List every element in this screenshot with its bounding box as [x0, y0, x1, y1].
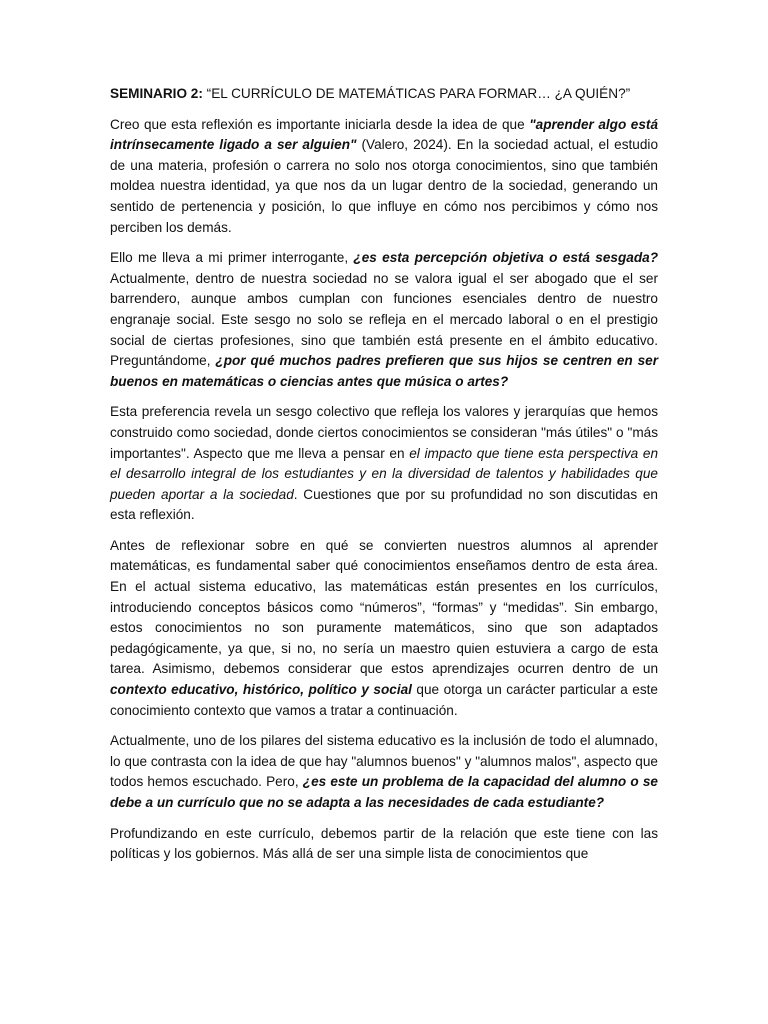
emphasis-bold-italic: ¿es este un problema de la capacidad del alumno o se debe a un currículo que no se adapta a las necesidades de cada estudiante?: [110, 774, 658, 810]
paragraph: [110, 536, 658, 721]
document-body: [110, 115, 658, 865]
emphasis-bold-italic: contexto educativo, histórico, político y social: [110, 682, 412, 698]
text-run: Esta preferencia revela un sesgo colectivo que refleja los valores y jerarquías que hemos construido como sociedad, donde ciertos conocimientos se consideran "más útiles" o "más importantes". Aspecto que me lleva a pensar en: [110, 404, 658, 461]
emphasis-bold-italic: "aprender algo está intrínsecamente ligado a ser alguien": [110, 116, 659, 153]
text-run: . Cuestiones que por su profundidad no son discutidas en esta reflexión.: [110, 486, 658, 523]
emphasis-italic: el impacto que tiene esta perspectiva en el desarrollo integral de los estudiantes y en la diversidad de talentos y habilidades que pueden aportar a la sociedad: [110, 445, 658, 502]
text-run: que otorga un carácter particular a este conocimiento contexto que vamos a tratar a continuación.: [110, 682, 658, 718]
paragraph: [110, 402, 658, 526]
paragraph: [110, 731, 658, 813]
text-run: Profundizando en este currículo, debemos partir de la relación que este tiene con las políticas y los gobiernos. Más allá de ser una simple lista de conocimientos que: [110, 825, 658, 862]
text-run: Creo que esta reflexión es importante iniciarla desde la idea de que: [110, 116, 530, 132]
paragraph: [110, 824, 658, 865]
emphasis-bold-italic: ¿es esta percepción objetiva o está sesgada?: [353, 250, 658, 266]
text-run: Antes de reflexionar sobre en qué se convierten nuestros alumnos al aprender matemáticas, es fundamental saber qué conocimientos enseñamos dentro de esta área. En el actual sistema educativo, las matemáticas están presentes en los currículos, introduciendo conceptos básicos como “números”, “formas” y “medidas”. Sin embargo, estos conocimientos no son puramente matemáticos, sino que son adaptados pedagógicamente, ya que, si no, no sería un maestro quien estuviera a cargo de esta tarea. Asimismo, debemos considerar que estos aprendizajes ocurren dentro de un: [110, 537, 658, 677]
paragraph: [110, 115, 658, 239]
text-run: (Valero, 2024). En la sociedad actual, el estudio de una materia, profesión o carrera no solo nos otorga conocimientos, sino que también moldea nuestra identidad, ya que nos da un lugar dentro de la sociedad, generando un sentido de pertenencia y posición, lo que influye en cómo nos percibimos y cómo nos perciben los demás.: [110, 137, 659, 235]
paragraph: [110, 248, 658, 392]
document-title: [110, 84, 658, 105]
text-run: Ello me lleva a mi primer interrogante,: [110, 250, 354, 266]
text-run: Actualmente, uno de los pilares del sistema educativo es la inclusión de todo el alumnado, lo que contrasta con la idea de que hay "alumnos buenos" y "alumnos malos", aspecto que todos hemos escuchado. Pero,: [110, 733, 658, 790]
text-run: Actualmente, dentro de nuestra sociedad no se valora igual el ser abogado que el ser barrendero, aunque ambos cumplan con funciones esenciales dentro de nuestro engranaje social. Este sesgo no solo se refleja en el mercado laboral o en el prestigio social de ciertas profesiones, sino que también está presente en el ámbito educativo. Preguntándome,: [110, 270, 658, 369]
emphasis-bold-italic: ¿por qué muchos padres prefieren que sus hijos se centren en ser buenos en matemáticas o ciencias antes que música o artes?: [110, 353, 659, 389]
title-label: SEMINARIO 2:: [110, 86, 203, 101]
title-text: “EL CURRÍCULO DE MATEMÁTICAS PARA FORMAR… ¿A QUIÉN?”: [202, 86, 631, 101]
document-page: [110, 84, 658, 875]
